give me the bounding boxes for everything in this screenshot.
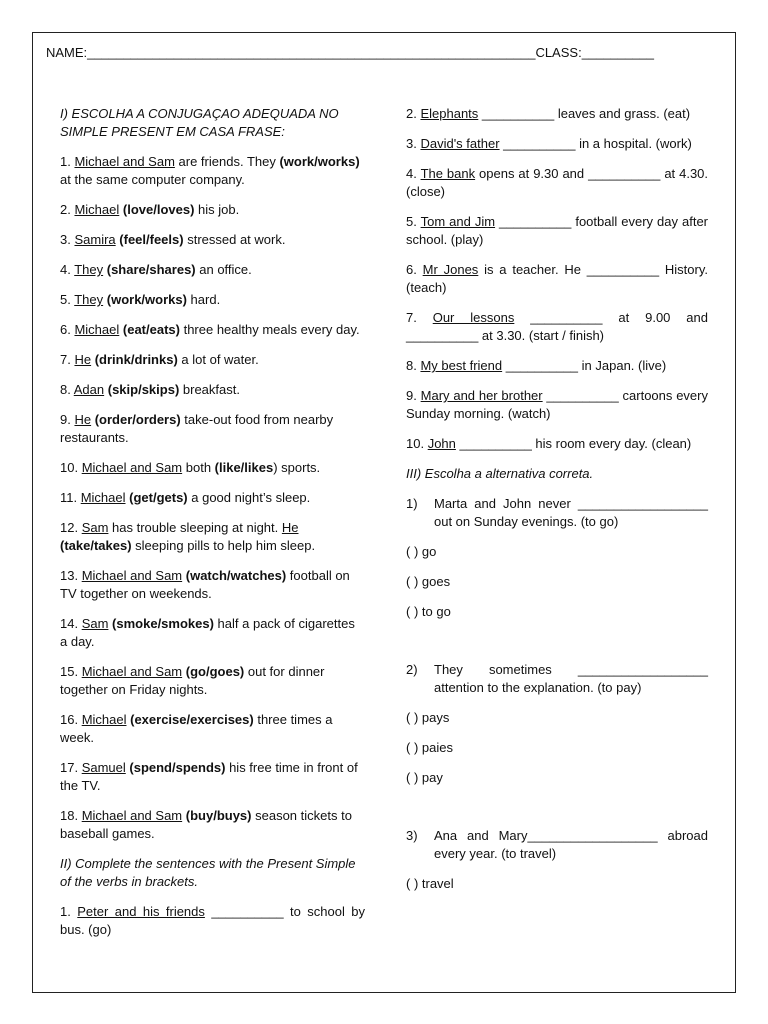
item-text: ) sports. <box>273 460 321 475</box>
left-column <box>60 105 365 951</box>
item-subject: Samuel <box>81 760 126 775</box>
item-text: __________ football every day after school. (play) <box>406 214 708 247</box>
item-text: an office. <box>195 262 252 277</box>
item-number: 6. <box>60 322 75 337</box>
item-number: 17. <box>60 760 82 775</box>
section2-list-part2 <box>406 105 708 453</box>
item-verb-choice: (eat/eats) <box>122 322 180 337</box>
exercise1-item <box>60 519 365 555</box>
item-number: 7. <box>60 352 75 367</box>
answer-option[interactable]: ( ) travel <box>406 876 454 891</box>
item-number: 10. <box>406 436 428 451</box>
item-number: 18. <box>60 808 82 823</box>
question-number: 3) <box>406 828 418 843</box>
item-text: at the same computer company. <box>60 172 245 187</box>
exercise2-item <box>406 357 708 375</box>
item-text: __________ cartoons every Sunday morning. (watch) <box>406 388 708 421</box>
exercise1-item <box>60 459 365 477</box>
exercise1-item <box>60 759 365 795</box>
name-label: NAME: <box>46 45 88 60</box>
item-subject: He <box>74 352 92 367</box>
exercise2-item <box>406 165 708 201</box>
item-text: three healthy meals every day. <box>179 322 360 337</box>
right-column <box>406 105 708 905</box>
question-stem <box>406 495 708 531</box>
item-subject: They <box>74 262 104 277</box>
item-subject: The bank <box>420 166 476 181</box>
item-verb-choice: (buy/buys) <box>185 808 252 823</box>
exercise1-item <box>60 261 365 279</box>
item-number: 3. <box>60 232 75 247</box>
item-text: season tickets to baseball games. <box>60 808 352 841</box>
section1-list <box>60 153 365 843</box>
section2-list-part1 <box>60 903 365 939</box>
question-stem <box>406 661 708 697</box>
item-text: out for dinner together on Friday nights. <box>60 664 325 697</box>
class-field[interactable]: __________ <box>581 45 654 60</box>
item-verb-choice: (work/works) <box>279 154 360 169</box>
item-text: a lot of water. <box>177 352 259 367</box>
item-subject: Michael <box>74 322 120 337</box>
item-text: __________ leaves and grass. (eat) <box>478 106 691 121</box>
item-verb-choice: (order/orders) <box>94 412 181 427</box>
exercise1-item <box>60 807 365 843</box>
exercise1-item <box>60 291 365 309</box>
item-text: take-out food from nearby restaurants. <box>60 412 334 445</box>
exercise2-item <box>406 105 708 123</box>
item-verb-choice: (spend/spends) <box>129 760 226 775</box>
item-verb-choice: (get/gets) <box>129 490 188 505</box>
item-number: 8. <box>60 382 74 397</box>
question-text: Marta and John never __________________ out on Sunday evenings. (to go) <box>434 496 708 529</box>
item-number: 14. <box>60 616 82 631</box>
item-text: opens at 9.30 and __________ at 4.30. (close) <box>406 166 709 199</box>
item-number: 4. <box>406 166 421 181</box>
exercise1-item <box>60 615 365 651</box>
item-verb-choice: (feel/feels) <box>119 232 184 247</box>
item-number: 4. <box>60 262 75 277</box>
multiple-choice-question <box>406 633 708 787</box>
item-number: 2. <box>60 202 75 217</box>
item-subject: My best friend <box>420 358 503 373</box>
item-number: 10. <box>60 460 82 475</box>
item-number: 3. <box>406 136 421 151</box>
item-subject: Mr Jones <box>422 262 479 277</box>
item-text: __________ at 9.00 and __________ at 3.30. (start / finish) <box>406 310 708 343</box>
answer-option[interactable]: ( ) paies <box>406 740 453 755</box>
item-subject: Michael and Sam <box>81 568 183 583</box>
item-number: 2. <box>406 106 421 121</box>
item-text: his job. <box>194 202 240 217</box>
item-text: __________ in a hospital. (work) <box>499 136 692 151</box>
item-subject: David's father <box>420 136 500 151</box>
exercise1-item <box>60 711 365 747</box>
item-subject: They <box>74 292 104 307</box>
item-number: 15. <box>60 664 82 679</box>
item-text: sleeping pills to help him sleep. <box>131 538 316 553</box>
answer-option[interactable]: ( ) to go <box>406 604 451 619</box>
spacer <box>406 633 708 661</box>
answer-option[interactable]: ( ) pays <box>406 710 450 725</box>
item-verb-choice: (skip/skips) <box>107 382 180 397</box>
item-verb-choice: (like/likes <box>214 460 274 475</box>
section2-title: II) Complete the sentences with the Present Simple of the verbs in brackets. <box>60 856 356 889</box>
item-verb-choice: (work/works) <box>106 292 187 307</box>
item-text: __________ his room every day. (clean) <box>455 436 692 451</box>
item-verb-choice: (watch/watches) <box>185 568 287 583</box>
item-subject: Sam <box>81 616 109 631</box>
item-number: 1. <box>60 154 75 169</box>
item-subject: Michael and Sam <box>81 460 183 475</box>
question-number: 2) <box>406 662 418 677</box>
exercise1-item <box>60 351 365 369</box>
multiple-choice-question <box>406 495 708 621</box>
question-text: They sometimes __________________ attention to the explanation. (to pay) <box>434 662 708 695</box>
item-subject: Michael and Sam <box>74 154 175 169</box>
item-subject: Samira <box>74 232 116 247</box>
item-subject: Elephants <box>420 106 479 121</box>
item-verb-choice: (smoke/smokes) <box>112 616 214 631</box>
exercise1-item <box>60 567 365 603</box>
section3-title: III) Escolha a alternativa correta. <box>406 466 594 481</box>
class-label: CLASS: <box>535 45 582 60</box>
item-subject: Adan <box>73 382 105 397</box>
spacer <box>406 799 708 827</box>
item-subject: Mary and her brother <box>420 388 543 403</box>
item-subject: Sam <box>81 520 109 535</box>
question-stem <box>406 827 708 863</box>
exercise1-item <box>60 321 365 339</box>
item-text: a good night’s sleep. <box>187 490 311 505</box>
item-subject: Michael and Sam <box>81 664 183 679</box>
item-number: 12. <box>60 520 82 535</box>
item-verb-choice: (share/shares) <box>106 262 196 277</box>
exercise1-item <box>60 663 365 699</box>
exercise1-item <box>60 153 365 189</box>
item-verb-choice: (go/goes) <box>185 664 245 679</box>
item-number: 5. <box>406 214 421 229</box>
item-number: 7. <box>406 310 433 325</box>
item-subject: Peter and his friends <box>77 904 205 919</box>
item-number: 16. <box>60 712 82 727</box>
item-subject: Michael <box>81 712 127 727</box>
header-line <box>46 44 726 62</box>
answer-option[interactable]: ( ) pay <box>406 770 443 785</box>
multiple-choice-question <box>406 799 708 893</box>
item-number: 5. <box>60 292 75 307</box>
exercise2-item <box>406 387 708 423</box>
item-number: 6. <box>406 262 423 277</box>
item-text: has trouble sleeping at night. <box>108 520 282 535</box>
exercise2-item <box>406 213 708 249</box>
item-subject: He <box>281 520 299 535</box>
exercise2-item <box>406 309 708 345</box>
item-text: are friends. They <box>174 154 280 169</box>
item-text: his free time in front of the TV. <box>60 760 358 793</box>
exercise1-item <box>60 489 365 507</box>
exercise2-item <box>406 435 708 453</box>
item-text: stressed at work. <box>183 232 286 247</box>
item-number: 11. <box>60 490 81 505</box>
item-subject: Michael and Sam <box>81 808 183 823</box>
item-text: __________ to school by bus. (go) <box>60 904 365 937</box>
exercise1-item <box>60 381 365 399</box>
exercise2-item <box>406 135 708 153</box>
item-text: both <box>182 460 215 475</box>
item-subject: Our lessons <box>432 310 515 325</box>
item-number: 13. <box>60 568 82 583</box>
item-subject: Tom and Jim <box>420 214 496 229</box>
item-verb-choice: (take/takes) <box>60 538 132 553</box>
item-subject: He <box>74 412 92 427</box>
item-text: is a teacher. He __________ History. (teach) <box>406 262 708 295</box>
answer-option[interactable]: ( ) goes <box>406 574 451 589</box>
exercise1-item <box>60 231 365 249</box>
question-text: Ana and Mary__________________ abroad every year. (to travel) <box>434 828 708 861</box>
exercise2-item <box>60 903 365 939</box>
section3-list <box>406 495 708 893</box>
item-text: three times a week. <box>60 712 333 745</box>
item-verb-choice: (drink/drinks) <box>94 352 178 367</box>
item-subject: Michael <box>80 490 126 505</box>
item-verb-choice: (exercise/exercises) <box>130 712 254 727</box>
item-text: __________ in Japan. (live) <box>502 358 667 373</box>
item-number: 9. <box>60 412 75 427</box>
item-text: half a pack of cigarettes a day. <box>60 616 355 649</box>
item-verb-choice: (love/loves) <box>122 202 195 217</box>
item-subject: John <box>427 436 456 451</box>
item-text: football on TV together on weekends. <box>60 568 350 601</box>
item-text: hard. <box>186 292 221 307</box>
answer-option[interactable]: ( ) go <box>406 544 437 559</box>
worksheet <box>32 32 736 993</box>
exercise2-item <box>406 261 708 297</box>
section1-title: I) ESCOLHA A CONJUGAÇAO ADEQUADA NO SIMPLE PRESENT EM CASA FRASE: <box>60 106 339 139</box>
exercise1-item <box>60 201 365 219</box>
item-subject: Michael <box>74 202 120 217</box>
question-number: 1) <box>406 496 418 511</box>
item-number: 1. <box>60 904 78 919</box>
item-number: 8. <box>406 358 421 373</box>
item-number: 9. <box>406 388 421 403</box>
name-field[interactable]: ______________________________________________________________ <box>87 45 536 60</box>
exercise1-item <box>60 411 365 447</box>
item-text: breakfast. <box>179 382 240 397</box>
